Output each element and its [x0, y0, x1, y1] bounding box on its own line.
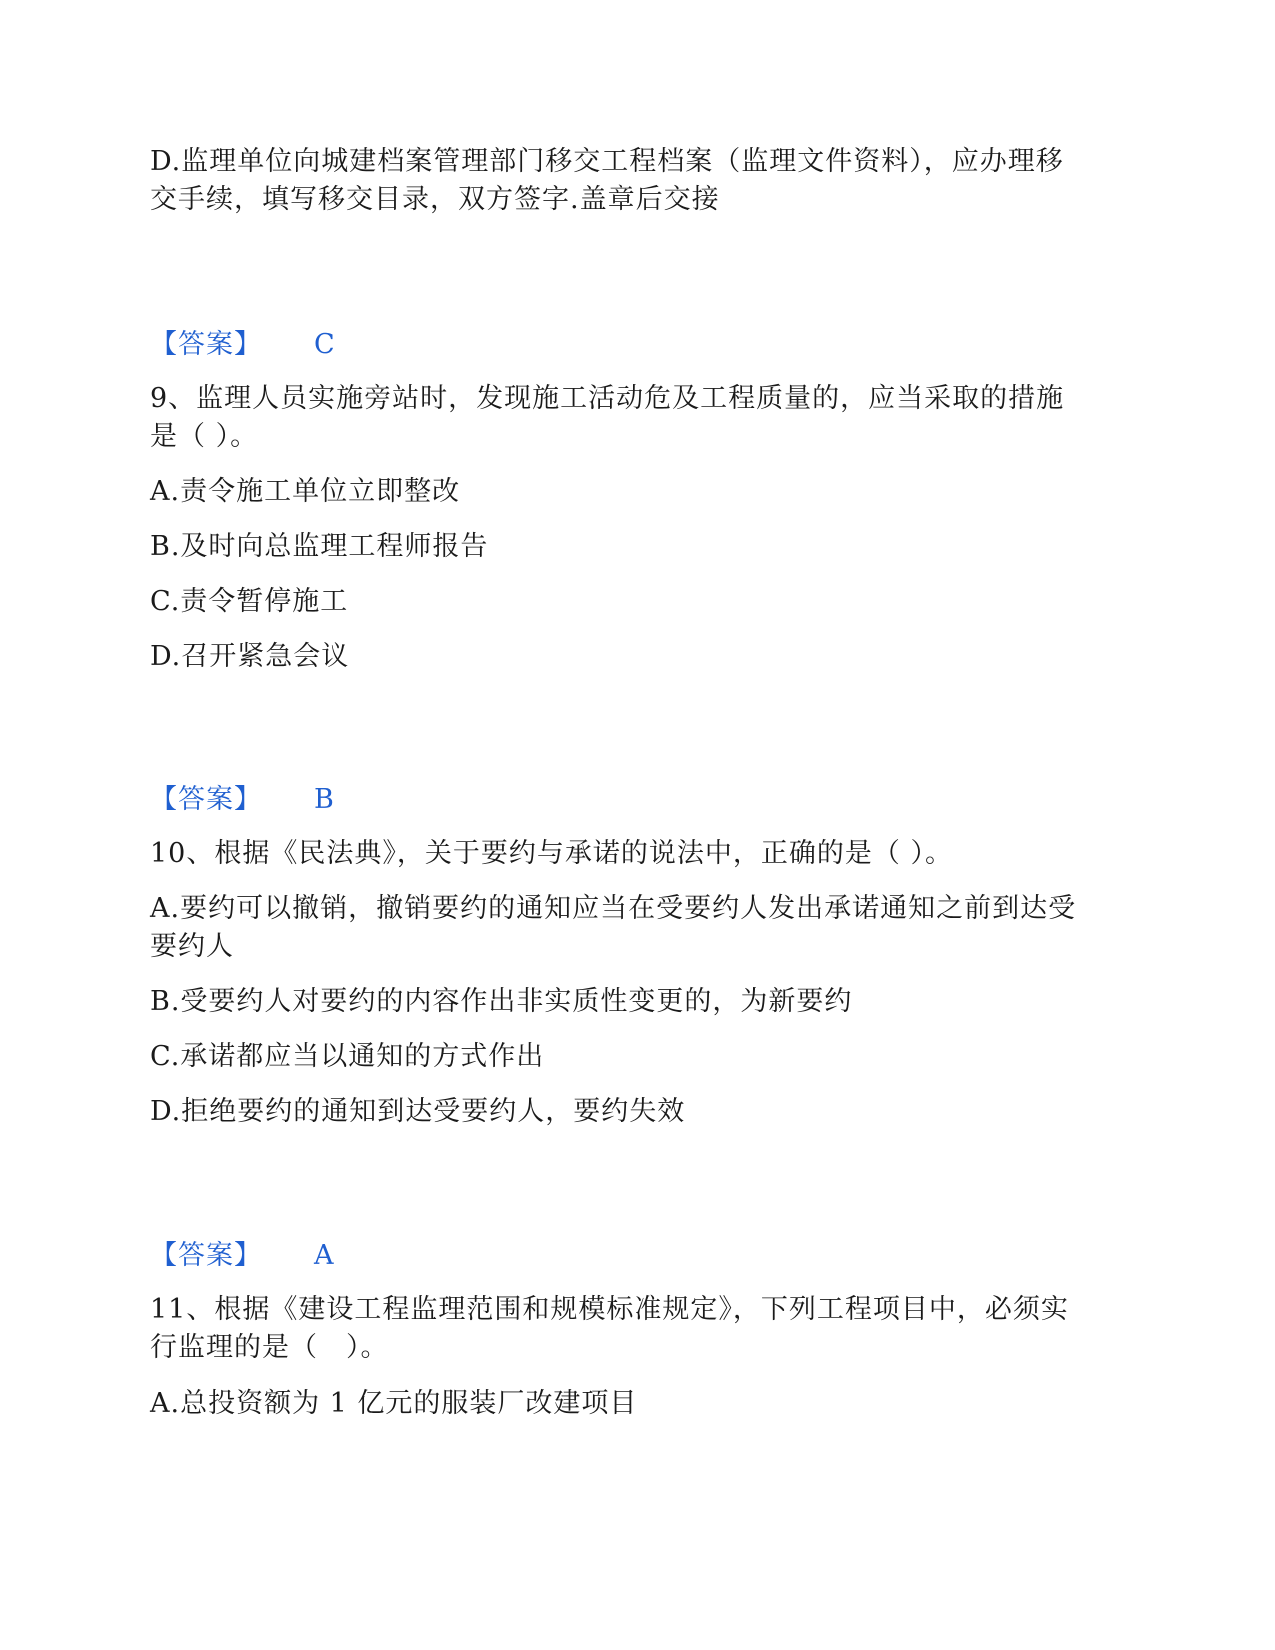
- q9-option-d: D.召开紧急会议: [150, 641, 350, 672]
- q9-stem-line1: 9、监理人员实施旁站时，发现施工活动危及工程质量的，应当采取的措施: [150, 383, 1065, 414]
- answer-label: 【答案】: [150, 784, 262, 815]
- q9-option-c: C.责令暂停施工: [150, 586, 349, 617]
- answer-value: C: [314, 329, 335, 360]
- answer-value: A: [314, 1240, 334, 1271]
- q9-stem-line2: 是（ ）。: [150, 421, 259, 452]
- prev-option-d-line2: 交手续，填写移交目录，双方签字.盖章后交接: [150, 184, 720, 215]
- answer-value: B: [314, 784, 334, 815]
- answer-label: 【答案】: [150, 329, 262, 360]
- q9-answer: [150, 780, 334, 820]
- q11-stem-line1: 11、根据《建设工程监理范围和规模标准规定》，下列工程项目中，必须实: [150, 1294, 1069, 1325]
- q11-option-a: A.总投资额为 1 亿元的服装厂改建项目: [150, 1388, 638, 1419]
- q10-option-c: C.承诺都应当以通知的方式作出: [150, 1041, 545, 1072]
- q10-option-d: D.拒绝要约的通知到达受要约人，要约失效: [150, 1096, 686, 1127]
- q9-option-b: B.及时向总监理工程师报告: [150, 531, 489, 562]
- q11-stem-line2: 行监理的是（ ）。: [150, 1332, 389, 1363]
- prev-option-d-line1: D.监理单位向城建档案管理部门移交工程档案（监理文件资料），应办理移: [150, 146, 1064, 177]
- q9-option-a: A.责令施工单位立即整改: [150, 476, 461, 507]
- q10-option-a-line2: 要约人: [150, 931, 234, 962]
- q10-option-b: B.受要约人对要约的内容作出非实质性变更的，为新要约: [150, 986, 853, 1017]
- q10-option-a-line1: A.要约可以撤销，撤销要约的通知应当在受要约人发出承诺通知之前到达受: [150, 893, 1077, 924]
- prev-answer: [150, 325, 335, 365]
- q10-stem: 10、根据《民法典》，关于要约与承诺的说法中，正确的是（ ）。: [150, 838, 953, 869]
- q10-answer: [150, 1236, 334, 1276]
- answer-label: 【答案】: [150, 1240, 262, 1271]
